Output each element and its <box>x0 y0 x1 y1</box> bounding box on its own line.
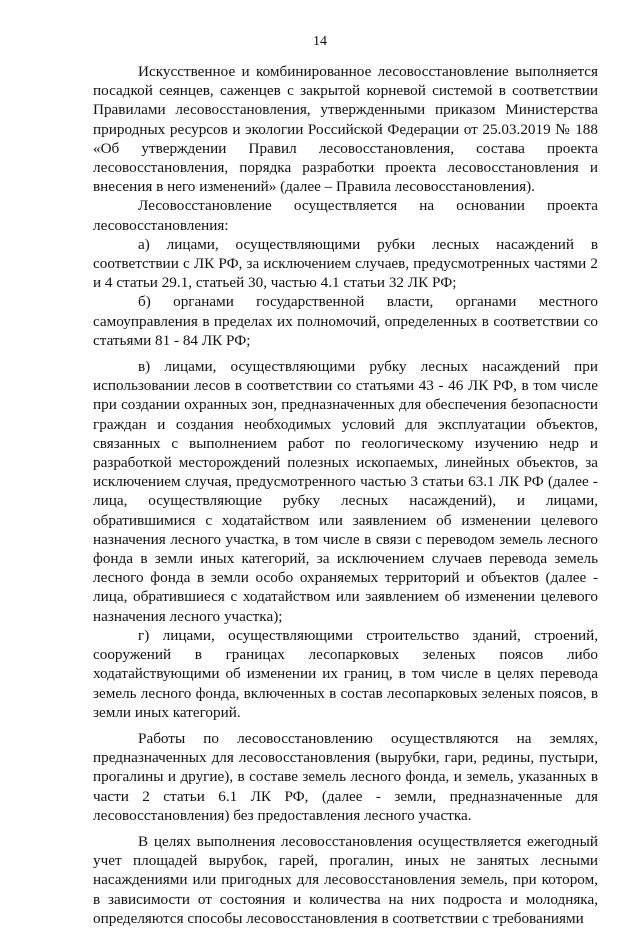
paragraph-reforestation-basis: Лесовосстановление осуществляется на основании проекта лесовосстановления: <box>93 197 598 234</box>
document-body <box>93 62 598 928</box>
page-number: 14 <box>313 34 327 49</box>
paragraph-annual-accounting: В целях выполнения лесовосстановления осуществляется ежегодный учет площадей вырубок, гарей, прогалин, иных не занятых лесными насаждениями или пригодных для лесовосстановления земель, при котором, в зависимости от состояния и количества на них подроста и молодняка, определяются способы лесовосстановления в соответствии с требованиями <box>93 832 598 927</box>
paragraph-artificial-reforestation: Искусственное и комбинированное лесовосстановление выполняется посадкой сеянцев, саженцев с закрытой корневой системой в соответствии Правилами лесовосстановления, утвержденными приказом Министерства природных ресурсов и экологии Российской Федерации от 25.03.2019 № 188 «Об утверждении Правил лесовосстановления, состава проекта лесовосстановления, порядка разработки проекта лесовосстановления и внесения в него изменений» (далее – Правила лесовосстановления). <box>93 63 598 196</box>
paragraph-reforestation-works: Работы по лесовосстановлению осуществляются на землях, предназначенных для лесовосстановления (вырубки, гари, редины, пустыри, прогалины и другие), в составе земель лесного фонда, и земель, указанных в части 2 статьи 6.1 ЛК РФ, (далее - земли, предназначенные для лесовосстановления) без предоставления лесного участка. <box>93 729 598 824</box>
paragraph-item-v: в) лицами, осуществляющими рубку лесных насаждений при использовании лесов в соответствии со статьями 43 - 46 ЛК РФ, в том числе при создании охранных зон, предназначенных для обеспечения безопасности граждан и создания необходимых условий для эксплуатации объектов, связанных с выполнением работ по геологическому изучению недр и разработкой месторождений полезных ископаемых, линейных объектов, за исключением случая, предусмотренного частью 3 статьи 63.1 ЛК РФ (далее - лица, осуществляющие рубку лесных насаждений), и лицами, обратившимися с ходатайством или заявлением об изменении целевого назначения лесного участка, в том числе в связи с переводом земель лесного фонда в земли иных категорий, за исключением случаев перевода земель лесного фонда в земли особо охраняемых территорий и объектов (далее - лица, обратившиеся с ходатайством или заявлением об изменении целевого назначения лесного участка); <box>93 358 598 625</box>
paragraph-item-b: б) органами государственной власти, органами местного самоуправления в пределах их полномочий, определенных в соответствии со статьями 81 - 84 ЛК РФ; <box>93 293 598 349</box>
paragraph-item-g: г) лицами, осуществляющими строительство зданий, строений, сооружений в границах лесопарковых зеленых поясов либо ходатайствующими об изменении их границ, в том числе в целях перевода земель лесного фонда, включенных в состав лесопарковых зеленых поясов, в земли иных категорий. <box>93 626 598 721</box>
paragraph-item-a: а) лицами, осуществляющими рубки лесных насаждений в соответствии с ЛК РФ, за исключением случаев, предусмотренных частями 2 и 4 статьи 29.1, статьей 30, частью 4.1 статьи 32 ЛК РФ; <box>93 235 598 292</box>
